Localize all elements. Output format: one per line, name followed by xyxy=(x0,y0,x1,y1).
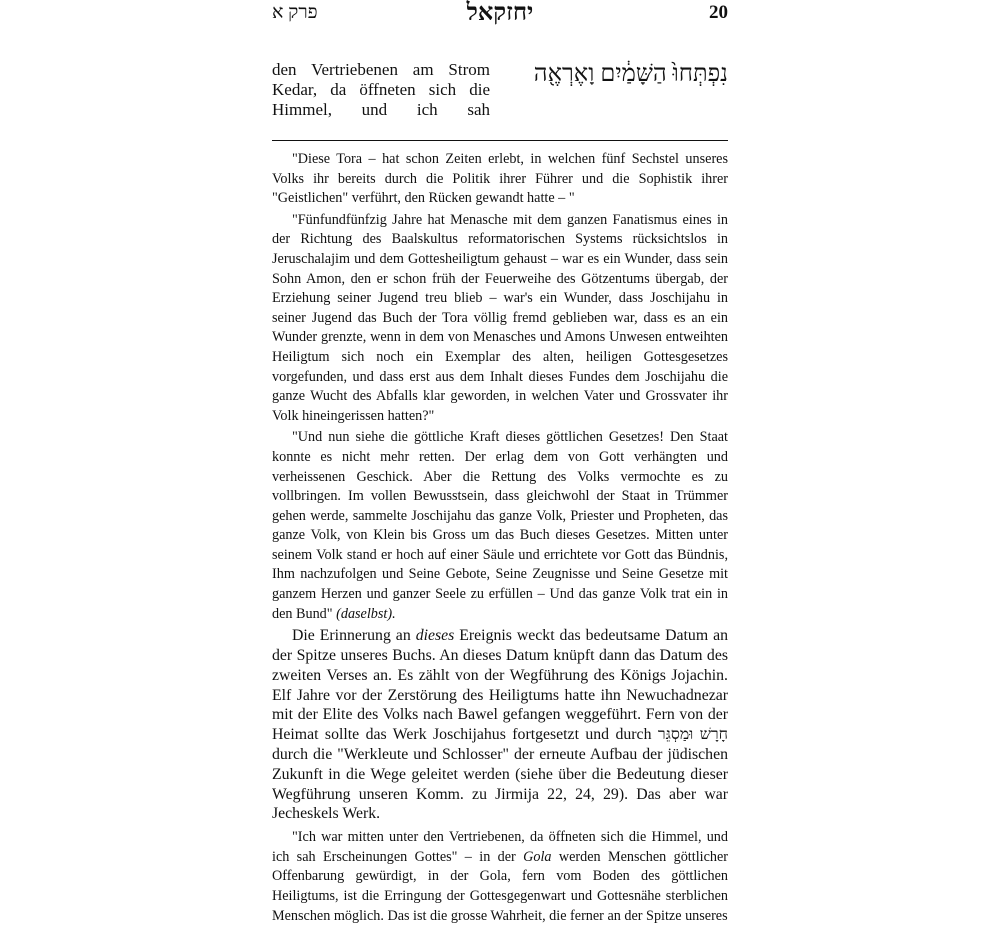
commentary-paragraph xyxy=(272,626,728,824)
paragraph-text: durch die "Werkleute und Schlosser" der erneute Aufbau der jüdischen Zukunft in die Wege geleitet werden (siehe über die Bedeutung dieser Wegführung unseren Komm. zu Jirmija 22, 24, 29). Das aber war Jecheskels Werk. xyxy=(272,746,728,823)
paragraph-text: "Ich war mitten unter den Vertriebenen, da öffneten sich die Himmel, und ich sah Erscheinungen Gottes" – in der xyxy=(272,829,728,865)
commentary-paragraph xyxy=(272,428,728,624)
paragraph-text: "Und nun siehe die göttliche Kraft dieses göttlichen Gesetzes! Den Staat konnte es nicht mehr retten. Der erlag dem von Gott verhängten und verheissenen Geschick. Aber die Rettung des Volks vermochte es zu vollbringen. Im vollen Bewusstsein, dass gleichwohl der Staat in Trümmer gehen werde, sammelte Joschijahu das ganze Volk, Priester und Propheten, das ganze Volk, von Klein bis Gross um das Buch dieses Gesetzes. Mitten unter seinem Volk stand er hoch auf einer Säule und errichtete vor Gott das Bündnis, Ihm nachzufolgen und Seine Gebote, Seine Zeugnisse und Seine Gesetze mit ganzem Herzen und ganzer Seele zu erfüllen – Und das ganze Volk trat ein in den Bund" xyxy=(272,429,728,622)
verse-hebrew: נִפְתְּחוּ֙ הַשָּׁמַ֔יִם וָאֶרְאֶ֖ה xyxy=(533,61,728,87)
commentary-paragraph: "Diese Tora – hat schon Zeiten erlebt, in welchen fünf Sechstel unseres Volks ihr bereits durch die Politik ihrer Führer und die Sophistik ihrer "Geistlichen" verführt, den Rücken gewandt hatte – " xyxy=(272,151,728,207)
paragraph-text: Die Erinnerung an xyxy=(292,627,416,645)
book-title: יחזקאל xyxy=(466,0,534,26)
commentary xyxy=(272,150,728,928)
running-header xyxy=(272,0,728,28)
emphasis: Gola xyxy=(523,848,552,865)
source-reference: (daselbst). xyxy=(336,605,396,622)
paragraph-text: Ereignis weckt das bedeutsame Datum an der Spitze unseres Buchs. An dieses Datum knüpft dann das Datum des zweiten Verses an. Es zählt von der Wegführung des Königs Jojachin. Elf Jahre vor der Zerstörung des Heiligtums hatte ihn Newuchadnezar mit der Elite des Volks nach Bawel gefangen weggeführt. Fern von der Heimat sollte das Werk Joschijahus fortgesetzt und durch xyxy=(272,627,728,744)
commentary-paragraph: "Fünfundfünfzig Jahre hat Menasche mit dem ganzen Fanatismus eines in der Richtung des Baalskultus reformatorischen Systems rücksichtslos in Jeruschalajim und dem Gottesheiligtum gehaust – war es ein Wunder, dass sein Sohn Amon, den er schon früh der Feuerweihe des Götzentums übergab, der Erziehung seiner Jugend treu blieb – war's ein Wunder, dass Joschijahu in seiner Jugend das Buch der Tora völlig fremd geblieben war, dass es an ein Wunder grenzte, wenn in dem von Menasches und Amons Unwesen entweihten Heiligtum sich noch ein Exemplar des alten, heiligen Gottesgesetzes vorgefunden, und dass erst aus dem Inhalt dieses Fundes dem Joschijahu die ganze Wucht des Abfalls klar geworden, in welchen Vater und Grossvater ihr Volk hineingerissen hatten?" xyxy=(272,211,728,424)
paragraph-text: werden Menschen göttlicher Offenbarung gewürdigt, in der Gola, fern vom Boden des göttlichen Heiligtums, ist die Erringung der Gottesgegenwart und Gottesnähe sterblichen Menschen möglich. Das ist die grosse Wahrheit, die ferner an der Spitze unseres xyxy=(272,848,728,924)
verse-translation: den Vertriebenen am Strom Kedar, da öffneten sich die Himmel, und ich sah xyxy=(272,60,490,119)
separator-rule xyxy=(272,140,728,141)
emphasis: dieses xyxy=(415,627,455,645)
inline-hebrew: חָרָשׁ וּמַסְגֵּר xyxy=(657,726,728,744)
chapter-label: פרק א xyxy=(272,2,318,23)
page-number: 20 xyxy=(709,2,728,23)
commentary-paragraph xyxy=(272,828,728,926)
